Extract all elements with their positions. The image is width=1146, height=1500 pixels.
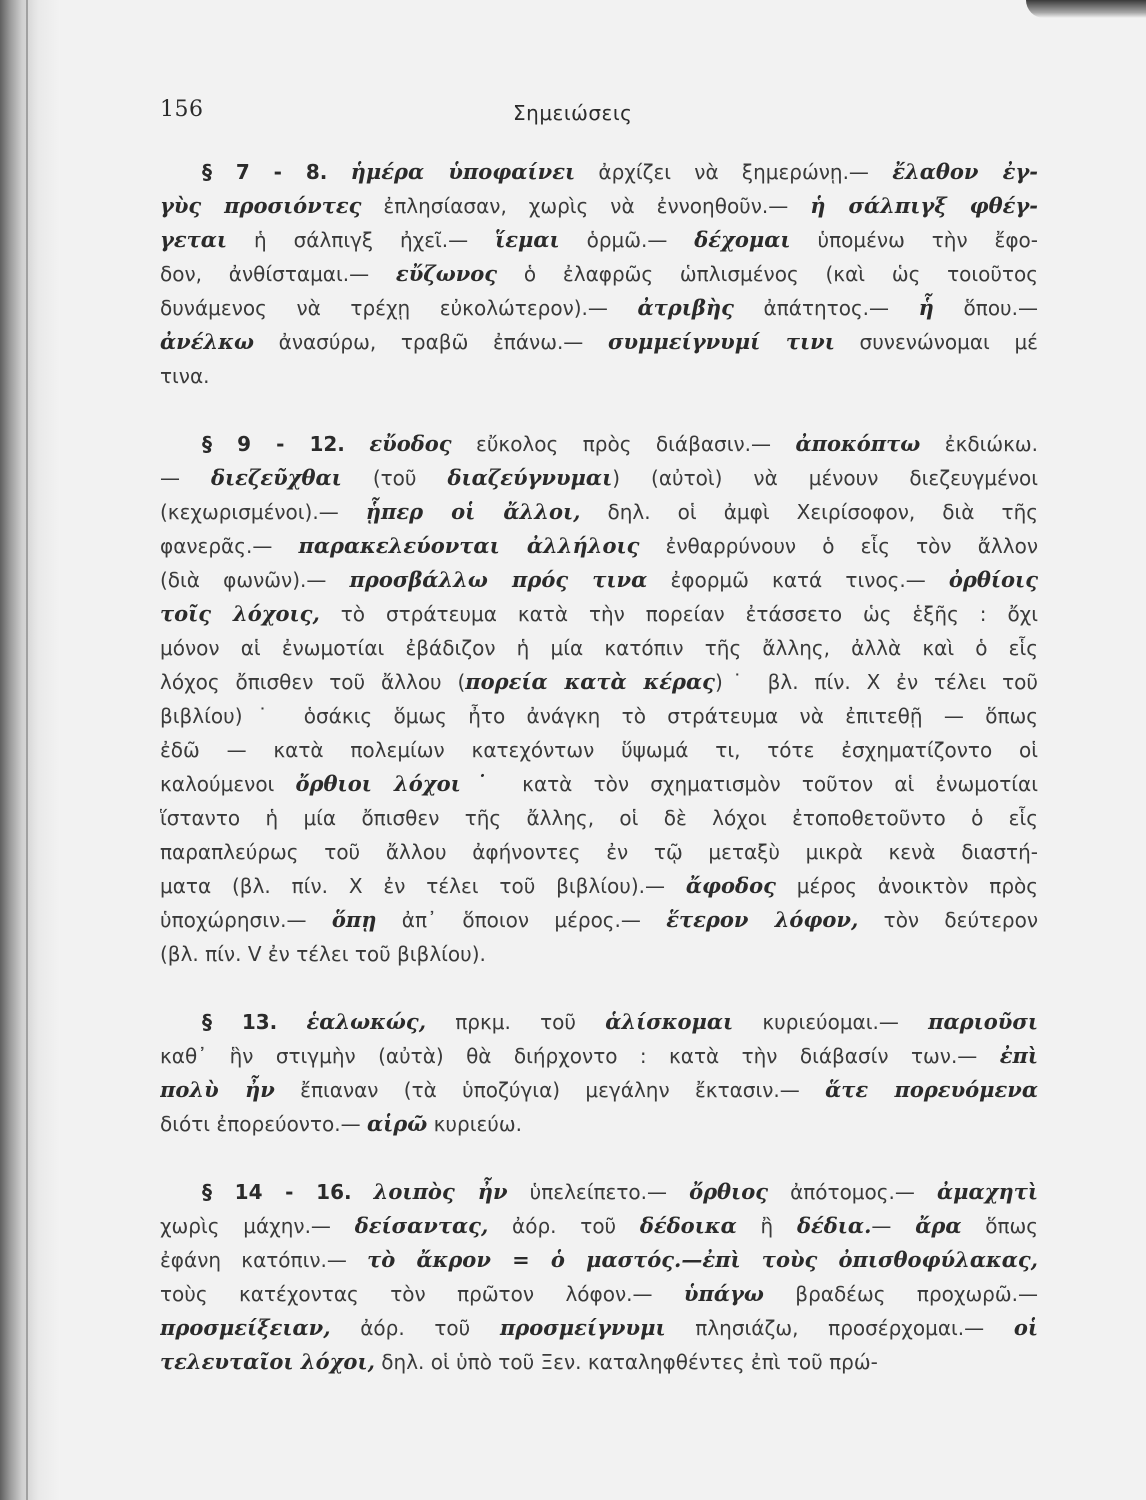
headword: ἅτε πορευόμενα: [825, 1077, 1038, 1102]
gloss-text: ἐνθαρρύνουν ὁ εἷς τὸν ἄλλον: [639, 534, 1038, 558]
gloss-text: ματα (βλ. πίν. Χ ἐν τέλει τοῦ βιβλίου).—: [160, 874, 686, 898]
headword: ἑαλωκώς,: [306, 1009, 427, 1034]
note-paragraph: [160, 427, 1038, 971]
gloss-text: ὅπως: [961, 1214, 1038, 1238]
gloss-text: δον, ἀνθίσταμαι.—: [160, 262, 396, 286]
gloss-text: τοὺς κατέχοντας τὸν πρῶτον λόφον.—: [160, 1282, 684, 1306]
text-line: [160, 665, 1038, 699]
paragraph-gap: [160, 393, 1038, 427]
text-line: [160, 801, 1038, 835]
gloss-text: ὅπου.—: [933, 296, 1038, 320]
text-line: [160, 461, 1038, 495]
page-header: [160, 97, 1040, 137]
gloss-text: τινα.: [160, 364, 210, 388]
headword: δέδοικα: [639, 1213, 737, 1238]
text-line: [160, 631, 1038, 665]
text-line: [160, 1175, 1038, 1209]
gloss-text: ἀρχίζει νὰ ξημερώνῃ.—: [575, 160, 893, 184]
text-line: [160, 1345, 1038, 1379]
page-number: 156: [160, 97, 204, 122]
section-number: § 13.: [202, 1010, 278, 1034]
gloss-text: δηλ. οἱ ὑπὸ τοῦ Ξεν. καταληφθέντες ἐπὶ τοῦ πρώ-: [374, 1350, 878, 1374]
text-line: [160, 767, 1038, 801]
gloss-text: παραπλεύρως τοῦ ἄλλου ἀφήνοντες ἐν τῷ μεταξὺ μικρὰ κενὰ διαστή-: [160, 840, 1038, 864]
gloss-text: κατὰ τὸν σχηματισμὸν τοῦτον αἱ ἐνωμοτίαι: [500, 772, 1038, 796]
headword: προσμείξειαν,: [160, 1315, 331, 1340]
text-line: [160, 597, 1038, 631]
text-line: [160, 1277, 1038, 1311]
text-line: [160, 563, 1038, 597]
text-line: [160, 223, 1038, 257]
gloss-text: ἢ: [736, 1214, 797, 1238]
gloss-text: συνενώνομαι μέ: [834, 330, 1038, 354]
headword: ὅπῃ: [331, 907, 377, 932]
binding-edge: [26, 0, 28, 1500]
gloss-text: ἐδῶ — κατὰ πολεμίων κατεχόντων ὕψωμά τι, τότε ἐσχηματίζοντο οἱ: [160, 738, 1038, 762]
gloss-text: ἐφορμῶ κατά τινος.—: [647, 568, 949, 592]
section-number: § 7 - 8.: [202, 160, 328, 184]
headword: προσμείγνυμι: [499, 1315, 666, 1340]
text-line: [160, 869, 1038, 903]
headword: τοῖς λόχοις,: [160, 601, 320, 626]
gloss-text: δυνάμενος νὰ τρέχῃ εὐκολώτερον).—: [160, 296, 638, 320]
text-line: [160, 1107, 1038, 1141]
text-line: [160, 291, 1038, 325]
gloss-text: καλούμενοι: [160, 772, 296, 796]
headword: ἄρα: [915, 1213, 962, 1238]
gloss-text: λόχος ὄπισθεν τοῦ ἄλλου (: [160, 670, 466, 694]
headword: τελευταῖοι λόχοι,: [160, 1349, 375, 1374]
text-line: [160, 1005, 1038, 1039]
gloss-text: ἵσταντο ἡ μία ὄπισθεν τῆς ἄλλης, οἱ δὲ λόχοι ἐτοποθετοῦντο ὁ εἷς: [160, 806, 1038, 830]
headword: ἄφοδος: [685, 873, 776, 898]
headword: εὔοδος: [369, 431, 452, 456]
gloss-text: ἀόρ. τοῦ: [488, 1214, 640, 1238]
headword: ἀνέλκω: [160, 329, 254, 354]
gloss-text: ὑπομένω τὴν ἔφο-: [790, 228, 1038, 252]
gloss-text: ἡ σάλπιγξ ἠχεῖ.—: [227, 228, 496, 252]
gloss-text: [327, 160, 350, 184]
binding-shadow: [0, 0, 60, 1500]
headword: δέδια.: [796, 1213, 872, 1238]
headword: ὄρθιοι λόχοι˙: [295, 771, 501, 796]
text-line: [160, 495, 1038, 529]
headword: δείσαντας,: [354, 1213, 489, 1238]
headword: ἔλαθον ἐγ-: [892, 159, 1038, 184]
headword: παρακελεύονται ἀλλήλοις: [298, 533, 640, 558]
headword: πολὺ ἦν: [160, 1077, 275, 1102]
text-line: [160, 1209, 1038, 1243]
text-line: [160, 835, 1038, 869]
headword: ὀρθίοις: [948, 567, 1038, 592]
text-line: [160, 257, 1038, 291]
gloss-text: βιβλίου)˙ ὁσάκις ὅμως ἦτο ἀνάγκη τὸ στράτευμα νὰ ἐπιτεθῇ — ὅπως: [160, 704, 1038, 728]
gloss-text: [277, 1010, 306, 1034]
text-line: [160, 733, 1038, 767]
section-number: § 14 - 16.: [202, 1180, 352, 1204]
gloss-text: πλησιάζω, προσέρχομαι.—: [665, 1316, 1014, 1340]
headword: ἡμέρα ὑποφαίνει: [350, 159, 576, 184]
headword: δέχομαι: [694, 227, 791, 252]
text-line: [160, 155, 1038, 189]
gloss-text: ἔπιαναν (τὰ ὑποζύγια) μεγάλην ἔκτασιν.—: [274, 1078, 826, 1102]
gloss-text: (διὰ φωνῶν).—: [160, 568, 350, 592]
headword: αἱρῶ: [366, 1111, 428, 1136]
text-line: [160, 427, 1038, 461]
headword: συμμείγνυμί τινι: [607, 329, 835, 354]
headword: ἀποκόπτω: [795, 431, 921, 456]
gloss-text: ἐκδιώκω.: [920, 432, 1038, 456]
headword: διεζεῦχθαι: [210, 465, 342, 490]
note-paragraph: [160, 155, 1038, 393]
gloss-text: πρκμ. τοῦ: [426, 1010, 606, 1034]
gloss-text: ὁρμῶ.—: [559, 228, 695, 252]
gloss-text: (βλ. πίν. V ἐν τέλει τοῦ βιβλίου).: [160, 942, 486, 966]
headword: πορεία κατὰ κέρας: [465, 669, 715, 694]
gloss-text: τὸ στράτευμα κατὰ τὴν πορείαν ἐτάσσετο ὡς ἑξῆς : ὄχι: [319, 602, 1038, 626]
gloss-text: ἀνασύρω, τραβῶ ἐπάνω.—: [253, 330, 608, 354]
note-paragraph: [160, 1175, 1038, 1379]
headword: ἕτερον λόφον,: [666, 907, 859, 932]
gloss-text: διότι ἐπορεύοντο.—: [160, 1112, 367, 1136]
gloss-text: μόνον αἱ ἐνωμοτίαι ἐβάδιζον ἡ μία κατόπιν τῆς ἄλλης, ἀλλὰ καὶ ὁ εἷς: [160, 636, 1038, 660]
gloss-text: —: [871, 1214, 916, 1238]
gloss-text: καθ᾿ ἣν στιγμὴν (αὐτὰ) θὰ διήρχοντο : κατὰ τὴν διάβασίν των.—: [160, 1044, 1000, 1068]
corner-shadow: [1026, 0, 1146, 18]
text-line: [160, 529, 1038, 563]
text-line: [160, 189, 1038, 223]
gloss-text: [352, 1180, 374, 1204]
headword: ὄρθιος: [689, 1179, 768, 1204]
headword: διαζεύγνυμαι: [447, 465, 613, 490]
gloss-text: ) (αὐτοὶ) νὰ μένουν διεζευγμένοι: [612, 466, 1038, 490]
text-line: [160, 1073, 1038, 1107]
section-number: § 9 - 12.: [202, 432, 345, 456]
gloss-text: ἀπ᾿ ὅποιον μέρος.—: [376, 908, 667, 932]
gloss-text: ὑποχώρησιν.—: [160, 908, 332, 932]
headword: ἡ σάλπιγξ φθέγ-: [810, 193, 1038, 218]
note-paragraph: [160, 1005, 1038, 1141]
headword: εὔζωνος: [395, 261, 498, 286]
gloss-text: βραδέως προχωρῶ.—: [763, 1282, 1038, 1306]
gloss-text: ἀόρ. τοῦ: [330, 1316, 500, 1340]
headword: προσβάλλω πρός τινα: [349, 567, 648, 592]
headword: ἀμαχητὶ: [936, 1179, 1038, 1204]
gloss-text: —: [160, 466, 211, 490]
text-line: [160, 903, 1038, 937]
headword: ἧ: [918, 295, 934, 320]
text-line: [160, 359, 1038, 393]
headword: ὑπάγω: [683, 1281, 764, 1306]
headword: γὺς προσιόντες: [160, 193, 362, 218]
gloss-text: (κεχωρισμένοι).—: [160, 500, 366, 524]
notes-body: [160, 155, 1038, 1379]
headword: ἀτριβὴς: [637, 295, 734, 320]
text-line: [160, 937, 1038, 971]
gloss-text: εὔκολος πρὸς διάβασιν.—: [451, 432, 796, 456]
gloss-text: μέρος ἀνοικτὸν πρὸς: [775, 874, 1038, 898]
headword: γεται: [160, 227, 228, 252]
gloss-text: ἀπάτητος.—: [733, 296, 919, 320]
gloss-text: χωρὶς μάχην.—: [160, 1214, 355, 1238]
gloss-text: (τοῦ: [341, 466, 448, 490]
gloss-text: ἐφάνη κατόπιν.—: [160, 1248, 368, 1272]
headword: ἐπὶ: [999, 1043, 1038, 1068]
gloss-text: δηλ. οἱ ἀμφὶ Χειρίσοφον, διὰ τῆς: [580, 500, 1038, 524]
gloss-text: ἀπότομος.—: [768, 1180, 937, 1204]
text-line: [160, 1311, 1038, 1345]
gloss-text: ἐπλησίασαν, χωρὶς νὰ ἐννοηθοῦν.—: [361, 194, 811, 218]
gloss-text: ὁ ἐλαφρῶς ὡπλισμένος (καὶ ὡς τοιοῦτος: [497, 262, 1038, 286]
gloss-text: ὑπελείπετο.—: [507, 1180, 690, 1204]
gloss-text: [345, 432, 369, 456]
gloss-text: φανερᾶς.—: [160, 534, 299, 558]
headword: ᾗπερ οἱ ἄλλοι,: [365, 499, 581, 524]
headword: παριοῦσι: [928, 1009, 1038, 1034]
gloss-text: κυριεύω.: [427, 1112, 522, 1136]
headword: ἁλίσκομαι: [605, 1009, 734, 1034]
gloss-text: κυριεύομαι.—: [733, 1010, 929, 1034]
gloss-text: τὸν δεύτερον: [858, 908, 1038, 932]
headword: ἵεμαι: [495, 227, 560, 252]
headword: λοιπὸς ἦν: [373, 1179, 508, 1204]
text-line: [160, 325, 1038, 359]
text-line: [160, 1039, 1038, 1073]
headword: τὸ ἄκρον = ὁ μαστός.—ἐπὶ τοὺς ὀπισθοφύλακας,: [367, 1247, 1038, 1272]
running-title: Σημειώσεις: [513, 101, 633, 125]
gloss-text: )˙ βλ. πίν. Χ ἐν τέλει τοῦ: [714, 670, 1038, 694]
text-line: [160, 1243, 1038, 1277]
paragraph-gap: [160, 1141, 1038, 1175]
paragraph-gap: [160, 971, 1038, 1005]
text-line: [160, 699, 1038, 733]
headword: οἱ: [1013, 1315, 1038, 1340]
